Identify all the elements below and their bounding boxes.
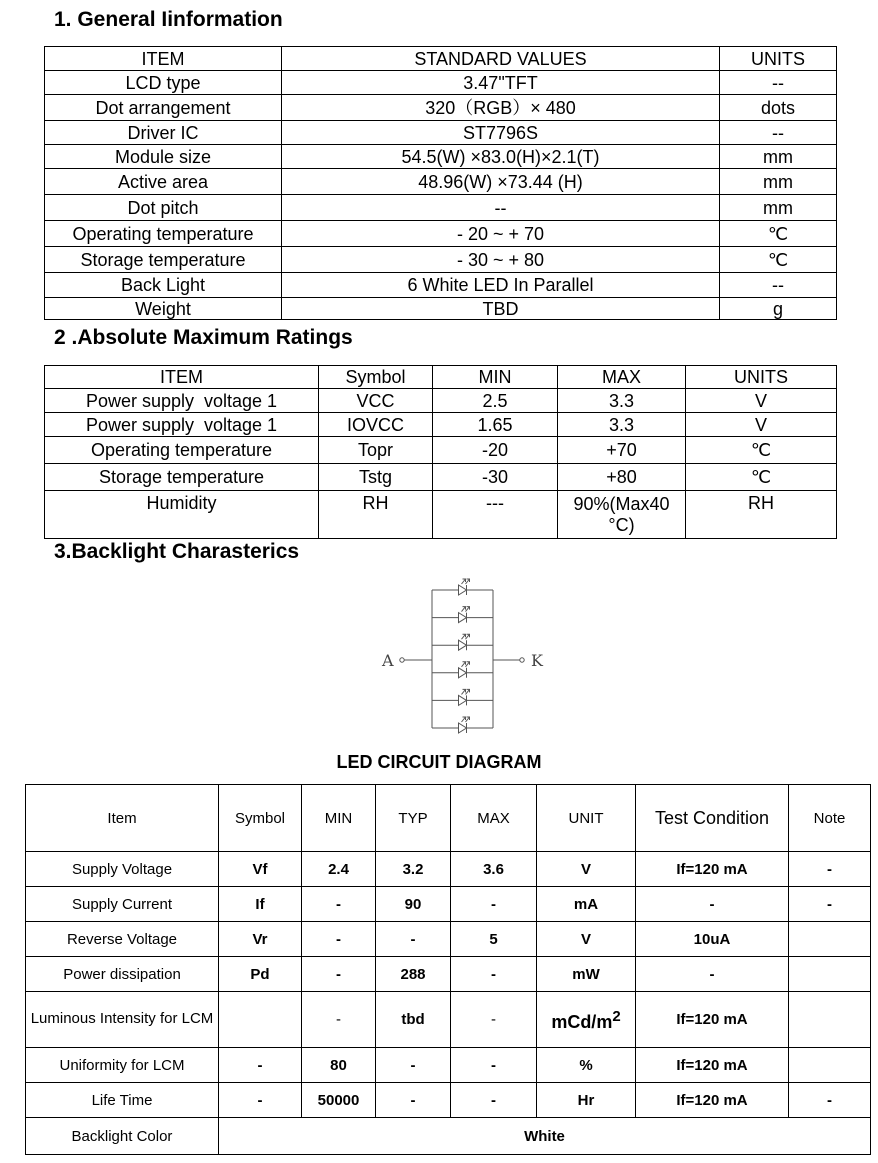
max-cell: 5	[451, 922, 537, 957]
item-cell: Reverse Voltage	[26, 922, 219, 957]
led-emission-arrow	[462, 662, 466, 667]
unit-cell: mm	[720, 145, 837, 169]
item-cell: Operating temperature	[45, 437, 319, 464]
item-cell: Back Light	[45, 273, 282, 298]
item-cell: Uniformity for LCM	[26, 1048, 219, 1083]
note-cell	[789, 1048, 871, 1083]
header-cell: Item	[26, 785, 219, 852]
value-cell: - 20 ~ + 70	[282, 221, 720, 247]
unit-cell: Hr	[537, 1083, 636, 1118]
condition-cell: -	[636, 887, 789, 922]
table-header-row	[45, 366, 837, 389]
max-cell: -	[451, 992, 537, 1048]
max-cell: -	[451, 887, 537, 922]
header-cell: ITEM	[45, 366, 319, 389]
min-cell: 2.4	[302, 852, 376, 887]
item-cell: Active area	[45, 169, 282, 195]
header-cell: UNITS	[720, 47, 837, 71]
min-cell: -20	[433, 437, 558, 464]
condition-cell: If=120 mA	[636, 992, 789, 1048]
general-information-table	[44, 46, 837, 320]
symbol-cell: -	[219, 1048, 302, 1083]
unit-cell: V	[686, 413, 837, 437]
note-cell: -	[789, 1083, 871, 1118]
section1-title: 1. General Iinformation	[54, 8, 283, 31]
table-row	[26, 1118, 871, 1155]
led-icon	[432, 689, 493, 705]
min-cell: -30	[433, 464, 558, 491]
header-cell: Test Condition	[636, 785, 789, 852]
table-row	[45, 273, 837, 298]
symbol-cell: Vf	[219, 852, 302, 887]
min-cell: 50000	[302, 1083, 376, 1118]
typ-cell: -	[376, 922, 451, 957]
symbol-cell: VCC	[319, 389, 433, 413]
item-cell: Power supply voltage 1	[45, 413, 319, 437]
max-cell: 3.6	[451, 852, 537, 887]
table-row	[45, 389, 837, 413]
header-cell: ITEM	[45, 47, 282, 71]
table-row	[26, 922, 871, 957]
table-row	[45, 413, 837, 437]
min-cell: 80	[302, 1048, 376, 1083]
symbol-cell: Vr	[219, 922, 302, 957]
table-row	[45, 221, 837, 247]
item-cell: Supply Voltage	[26, 852, 219, 887]
unit-cell: mm	[720, 195, 837, 221]
unit-cell: --	[720, 273, 837, 298]
item-cell: Dot pitch	[45, 195, 282, 221]
led-diode-triangle	[459, 640, 467, 650]
table-row	[26, 992, 871, 1048]
led-emission-arrow	[462, 689, 466, 694]
unit-cell: ℃	[686, 464, 837, 491]
unit-cell: ℃	[720, 247, 837, 273]
table-row	[26, 1048, 871, 1083]
symbol-cell: Tstg	[319, 464, 433, 491]
header-cell: MIN	[433, 366, 558, 389]
symbol-cell: Topr	[319, 437, 433, 464]
led-diode-triangle	[459, 613, 467, 623]
min-cell: -	[302, 887, 376, 922]
table-header-row	[26, 785, 871, 852]
unit-cell: V	[537, 922, 636, 957]
header-cell: Symbol	[219, 785, 302, 852]
symbol-cell: RH	[319, 491, 433, 539]
header-cell: UNIT	[537, 785, 636, 852]
header-cell: Symbol	[319, 366, 433, 389]
min-cell: -	[302, 957, 376, 992]
value-cell: 3.47"TFT	[282, 71, 720, 95]
backlight-characteristics-table	[25, 784, 871, 1155]
note-cell	[789, 957, 871, 992]
header-cell: Note	[789, 785, 871, 852]
header-cell: UNITS	[686, 366, 837, 389]
table-row	[45, 145, 837, 169]
min-cell: ---	[433, 491, 558, 539]
item-cell: Luminous Intensity for LCM	[26, 992, 219, 1048]
value-cell: 320（RGB）× 480	[282, 95, 720, 121]
value-cell: --	[282, 195, 720, 221]
condition-cell: If=120 mA	[636, 1048, 789, 1083]
unit-cell: mA	[537, 887, 636, 922]
table-row	[26, 852, 871, 887]
item-cell: Storage temperature	[45, 464, 319, 491]
unit-cell: mm	[720, 169, 837, 195]
led-emission-arrow	[466, 662, 470, 667]
unit-cell: --	[720, 71, 837, 95]
led-emission-arrow	[462, 579, 466, 584]
item-cell: Driver IC	[45, 121, 282, 145]
max-cell: -	[451, 1083, 537, 1118]
typ-cell: 3.2	[376, 852, 451, 887]
max-cell: 90%(Max40 °C)	[558, 491, 686, 539]
value-cell: - 30 ~ + 80	[282, 247, 720, 273]
unit-cell: --	[720, 121, 837, 145]
max-cell: -	[451, 957, 537, 992]
header-cell: MAX	[451, 785, 537, 852]
unit-superscript: 2	[612, 1007, 621, 1025]
item-cell: Power dissipation	[26, 957, 219, 992]
unit-cell: ℃	[720, 221, 837, 247]
typ-cell: -	[376, 1048, 451, 1083]
condition-cell: 10uA	[636, 922, 789, 957]
table-row	[45, 169, 837, 195]
led-emission-arrow	[466, 689, 470, 694]
condition-cell: -	[636, 957, 789, 992]
header-cell: TYP	[376, 785, 451, 852]
symbol-cell: -	[219, 1083, 302, 1118]
table-row	[45, 247, 837, 273]
item-cell: Life Time	[26, 1083, 219, 1118]
max-cell: -	[451, 1048, 537, 1083]
item-cell: Operating temperature	[45, 221, 282, 247]
led-emission-arrow	[466, 634, 470, 639]
value-cell: TBD	[282, 298, 720, 320]
led-emission-arrow	[466, 607, 470, 612]
item-cell: LCD type	[45, 71, 282, 95]
led-diode-triangle	[459, 723, 467, 733]
table-row	[26, 1083, 871, 1118]
max-cell: +80	[558, 464, 686, 491]
note-cell	[789, 992, 871, 1048]
led-icon	[432, 634, 493, 650]
unit-cell: ℃	[686, 437, 837, 464]
unit-base: mCd/m	[551, 1011, 613, 1032]
header-cell: MAX	[558, 366, 686, 389]
led-diode-triangle	[459, 585, 467, 595]
max-cell: 3.3	[558, 389, 686, 413]
symbol-cell: Pd	[219, 957, 302, 992]
item-cell: Backlight Color	[26, 1118, 219, 1155]
cathode-label: K	[531, 651, 543, 670]
section2-title: 2 .Absolute Maximum Ratings	[54, 326, 353, 349]
min-cell: -	[302, 922, 376, 957]
led-emission-arrow	[466, 717, 470, 722]
unit-cell	[537, 992, 636, 1048]
table-row	[45, 298, 837, 320]
table-row	[45, 437, 837, 464]
header-cell: STANDARD VALUES	[282, 47, 720, 71]
led-circuit-diagram	[378, 578, 548, 738]
table-row	[45, 464, 837, 491]
min-cell: -	[302, 992, 376, 1048]
unit-cell: RH	[686, 491, 837, 539]
max-cell: 3.3	[558, 413, 686, 437]
backlight-color-value: White	[219, 1118, 871, 1155]
absolute-maximum-ratings-table	[44, 365, 837, 539]
led-emission-arrow	[462, 717, 466, 722]
table-row	[45, 121, 837, 145]
value-cell: ST7796S	[282, 121, 720, 145]
led-icon	[432, 717, 493, 733]
led-icon	[432, 662, 493, 678]
unit-cell: dots	[720, 95, 837, 121]
led-diode-triangle	[459, 668, 467, 678]
note-cell	[789, 922, 871, 957]
table-row	[45, 195, 837, 221]
unit-cell: V	[537, 852, 636, 887]
item-cell: Weight	[45, 298, 282, 320]
min-cell: 1.65	[433, 413, 558, 437]
diagram-caption: LED CIRCUIT DIAGRAM	[336, 752, 542, 772]
table-row	[26, 887, 871, 922]
item-cell: Supply Current	[26, 887, 219, 922]
item-cell: Power supply voltage 1	[45, 389, 319, 413]
typ-cell: 90	[376, 887, 451, 922]
table-row	[45, 491, 837, 539]
table-header-row	[45, 47, 837, 71]
table-row	[26, 957, 871, 992]
value-cell: 6 White LED In Parallel	[282, 273, 720, 298]
note-cell: -	[789, 887, 871, 922]
max-cell: +70	[558, 437, 686, 464]
header-cell: MIN	[302, 785, 376, 852]
min-cell: 2.5	[433, 389, 558, 413]
typ-cell: tbd	[376, 992, 451, 1048]
table-row	[45, 71, 837, 95]
condition-cell: If=120 mA	[636, 1083, 789, 1118]
value-cell: 48.96(W) ×73.44 (H)	[282, 169, 720, 195]
unit-cell: %	[537, 1048, 636, 1083]
value-cell: 54.5(W) ×83.0(H)×2.1(T)	[282, 145, 720, 169]
section3-title: 3.Backlight Charasterics	[54, 540, 300, 563]
led-diode-triangle	[459, 695, 467, 705]
led-emission-arrow	[466, 579, 470, 584]
typ-cell: 288	[376, 957, 451, 992]
unit-cell: V	[686, 389, 837, 413]
item-cell: Storage temperature	[45, 247, 282, 273]
led-emission-arrow	[462, 634, 466, 639]
typ-cell: -	[376, 1083, 451, 1118]
anode-label: A	[382, 651, 394, 670]
symbol-cell: IOVCC	[319, 413, 433, 437]
item-cell: Module size	[45, 145, 282, 169]
condition-cell: If=120 mA	[636, 852, 789, 887]
symbol-cell: If	[219, 887, 302, 922]
note-cell: -	[789, 852, 871, 887]
item-cell: Humidity	[45, 491, 319, 539]
led-icon	[432, 579, 493, 595]
unit-cell: g	[720, 298, 837, 320]
unit-cell: mW	[537, 957, 636, 992]
led-emission-arrow	[462, 607, 466, 612]
item-cell: Dot arrangement	[45, 95, 282, 121]
symbol-cell	[219, 992, 302, 1048]
led-icon	[432, 607, 493, 623]
table-row	[45, 95, 837, 121]
